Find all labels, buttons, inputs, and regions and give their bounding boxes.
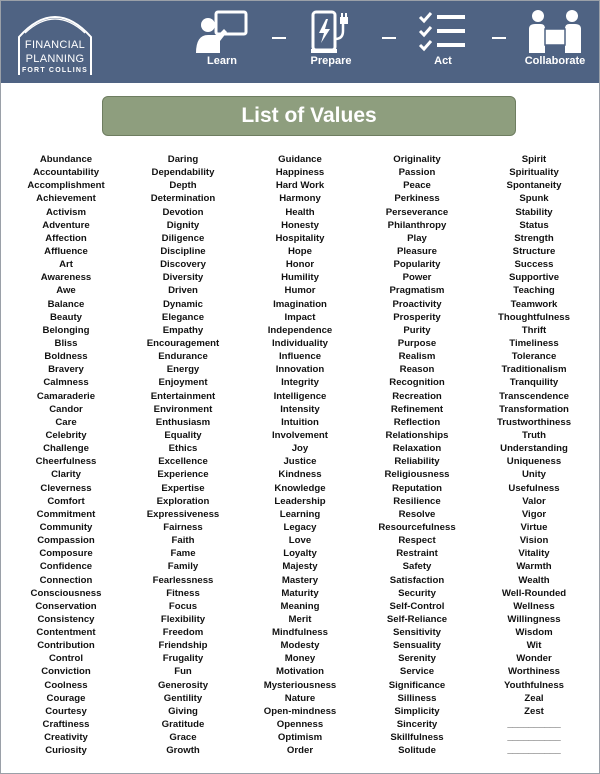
value-item: Fame bbox=[170, 548, 196, 560]
value-item: Elegance bbox=[161, 311, 205, 323]
value-item: Valor bbox=[522, 495, 546, 507]
value-item: Peace bbox=[403, 180, 431, 192]
step-label-learn: Learn bbox=[207, 55, 237, 67]
value-item: Expressiveness bbox=[146, 508, 220, 520]
value-item: Success bbox=[514, 259, 554, 271]
value-item: Order bbox=[286, 745, 314, 757]
value-item: __________ bbox=[507, 732, 561, 744]
value-item: Power bbox=[402, 272, 432, 284]
value-item: Exploration bbox=[156, 495, 210, 507]
value-item: Friendship bbox=[158, 640, 208, 652]
value-item: Commitment bbox=[36, 508, 96, 520]
value-item: Security bbox=[398, 587, 436, 599]
value-item: Virtue bbox=[520, 521, 548, 533]
value-item: Boldness bbox=[44, 351, 88, 363]
value-item: Frugality bbox=[162, 653, 204, 665]
value-item: Religiousness bbox=[384, 469, 450, 481]
value-item: Merit bbox=[288, 613, 312, 625]
step-learn bbox=[182, 9, 262, 67]
step-collaborate bbox=[515, 9, 595, 67]
value-item: Majesty bbox=[282, 561, 318, 573]
value-item: Unity bbox=[522, 469, 546, 481]
value-item: Health bbox=[285, 206, 315, 218]
value-item: Strength bbox=[514, 232, 554, 244]
value-item: Conviction bbox=[41, 666, 91, 678]
value-item: Loyalty bbox=[283, 548, 317, 560]
value-item: Leadership bbox=[274, 495, 326, 507]
value-item: Relationships bbox=[385, 429, 449, 441]
value-item: Perkiness bbox=[394, 193, 440, 205]
value-item: Love bbox=[288, 535, 312, 547]
value-item: Cleverness bbox=[40, 482, 92, 494]
value-item: Daring bbox=[167, 154, 199, 165]
value-item: Maturity bbox=[281, 587, 319, 599]
value-item: Optimism bbox=[277, 732, 323, 744]
value-item: Gentility bbox=[163, 692, 203, 704]
value-item: Involvement bbox=[272, 429, 328, 441]
value-item: Reason bbox=[399, 364, 435, 376]
value-item: Purity bbox=[403, 324, 431, 336]
value-item: Fun bbox=[174, 666, 192, 678]
checklist-icon bbox=[415, 9, 471, 55]
value-item: Satisfaction bbox=[389, 574, 445, 586]
value-item: Individuality bbox=[272, 337, 328, 349]
value-item: __________ bbox=[507, 745, 561, 757]
step-act bbox=[403, 9, 483, 67]
value-item: Contribution bbox=[37, 640, 95, 652]
step-separator bbox=[382, 37, 396, 39]
value-item: Impact bbox=[284, 311, 316, 323]
value-item: Resourcefulness bbox=[378, 521, 456, 533]
teamwork-icon bbox=[527, 9, 583, 55]
value-item: Vision bbox=[519, 535, 549, 547]
value-item: Equality bbox=[164, 429, 202, 441]
value-item: Confidence bbox=[39, 561, 93, 573]
value-item: Excellence bbox=[158, 456, 208, 468]
value-item: Supportive bbox=[508, 272, 560, 284]
value-item: Trustworthiness bbox=[496, 416, 572, 428]
value-item: Usefulness bbox=[508, 482, 560, 494]
value-item: Zest bbox=[524, 705, 544, 717]
value-item: Justice bbox=[283, 456, 317, 468]
value-item: Happiness bbox=[275, 167, 325, 179]
value-item: Enjoyment bbox=[158, 377, 208, 389]
value-item: Contentment bbox=[36, 627, 96, 639]
value-item: Enthusiasm bbox=[155, 416, 211, 428]
value-item: Relaxation bbox=[392, 443, 442, 455]
logo-line-2: PLANNING bbox=[25, 53, 85, 65]
value-item: Willingness bbox=[507, 613, 561, 625]
value-item: Imagination bbox=[273, 298, 327, 310]
value-item: Encouragement bbox=[146, 337, 220, 349]
values-column-1 bbox=[7, 153, 125, 757]
value-item: Diversity bbox=[162, 272, 204, 284]
value-item: Service bbox=[399, 666, 435, 678]
value-item: Coolness bbox=[44, 679, 88, 691]
value-item: Thoughtfulness bbox=[498, 311, 570, 323]
value-item: Understanding bbox=[500, 443, 568, 455]
value-item: Refinement bbox=[390, 403, 444, 415]
step-prepare bbox=[291, 9, 371, 67]
value-item: Craftiness bbox=[42, 719, 90, 731]
value-item: Grace bbox=[169, 732, 197, 744]
value-item: Intelligence bbox=[273, 390, 327, 402]
value-item: Joy bbox=[291, 443, 309, 455]
value-item: Entertainment bbox=[150, 390, 216, 402]
value-item: Abundance bbox=[39, 154, 93, 165]
value-item: Harmony bbox=[279, 193, 321, 205]
value-item: Serenity bbox=[398, 653, 436, 665]
value-item: Determination bbox=[150, 193, 216, 205]
value-item: Affluence bbox=[44, 245, 88, 257]
value-item: Thrift bbox=[521, 324, 547, 336]
value-item: Discovery bbox=[160, 259, 206, 271]
value-item: Calmness bbox=[43, 377, 89, 389]
value-item: Compassion bbox=[37, 535, 95, 547]
value-item: Guidance bbox=[278, 154, 322, 165]
value-item: Care bbox=[55, 416, 77, 428]
financial-planning-logo bbox=[15, 3, 95, 79]
value-item: Solitude bbox=[398, 745, 436, 757]
value-item: Tolerance bbox=[511, 351, 557, 363]
value-item: Curiosity bbox=[45, 745, 87, 757]
value-item: Wellness bbox=[513, 600, 555, 612]
value-item: Nature bbox=[284, 692, 316, 704]
value-item: Focus bbox=[168, 600, 198, 612]
value-item: Dynamic bbox=[163, 298, 203, 310]
value-item: Creativity bbox=[44, 732, 88, 744]
value-item: Beauty bbox=[50, 311, 82, 323]
value-item: Adventure bbox=[42, 219, 90, 231]
value-item: Youthfulness bbox=[503, 679, 565, 691]
value-item: Sincerity bbox=[396, 719, 438, 731]
value-item: Status bbox=[519, 219, 549, 231]
values-list bbox=[0, 153, 600, 763]
value-item: Spirit bbox=[521, 154, 547, 165]
value-item: Courtesy bbox=[45, 705, 87, 717]
value-item: Camaraderie bbox=[36, 390, 96, 402]
value-item: Mastery bbox=[281, 574, 319, 586]
value-item: Mindfulness bbox=[272, 627, 328, 639]
value-item: Reliability bbox=[394, 456, 440, 468]
value-item: Expertise bbox=[161, 482, 205, 494]
value-item: Hope bbox=[288, 245, 312, 257]
value-item: Diligence bbox=[161, 232, 205, 244]
page-title: List of Values bbox=[102, 96, 516, 136]
value-item: Resolve bbox=[398, 508, 436, 520]
value-item: Activism bbox=[46, 206, 86, 218]
value-item: Bravery bbox=[48, 364, 84, 376]
value-item: Vitality bbox=[518, 548, 550, 560]
value-item: Conservation bbox=[35, 600, 97, 612]
value-item: Popularity bbox=[393, 259, 441, 271]
value-item: Purpose bbox=[397, 337, 437, 349]
values-column-5 bbox=[475, 153, 593, 757]
value-item: Pleasure bbox=[396, 245, 437, 257]
value-item: Kindness bbox=[278, 469, 322, 481]
value-item: Discipline bbox=[160, 245, 206, 257]
value-item: Accountability bbox=[32, 167, 100, 179]
value-item: Dignity bbox=[166, 219, 200, 231]
step-label-collaborate: Collaborate bbox=[524, 55, 586, 67]
value-item: Humility bbox=[281, 272, 319, 284]
value-item: __________ bbox=[507, 719, 561, 731]
value-item: Intuition bbox=[281, 416, 319, 428]
logo-line-1: FINANCIAL bbox=[24, 39, 86, 51]
value-item: Skillfulness bbox=[390, 732, 444, 744]
header-banner bbox=[1, 1, 599, 83]
value-item: Traditionalism bbox=[501, 364, 567, 376]
value-item: Empathy bbox=[162, 324, 204, 336]
value-item: Fairness bbox=[163, 521, 203, 533]
value-item: Fearlessness bbox=[152, 574, 214, 586]
value-item: Sensuality bbox=[393, 640, 441, 652]
value-item: Challenge bbox=[43, 443, 89, 455]
value-item: Fitness bbox=[166, 587, 200, 599]
value-item: Recreation bbox=[392, 390, 442, 402]
value-item: Connection bbox=[39, 574, 93, 586]
value-item: Uniqueness bbox=[506, 456, 562, 468]
value-item: Teaching bbox=[513, 285, 555, 297]
value-item: Reflection bbox=[393, 416, 441, 428]
value-item: Environment bbox=[153, 403, 213, 415]
value-item: Giving bbox=[168, 705, 198, 717]
value-item: Hard Work bbox=[275, 180, 325, 192]
value-item: Generosity bbox=[157, 679, 209, 691]
value-item: Vigor bbox=[521, 508, 547, 520]
value-item: Open-mindness bbox=[263, 705, 337, 717]
value-item: Freedom bbox=[162, 627, 204, 639]
value-item: Motivation bbox=[276, 666, 324, 678]
value-item: Safety bbox=[402, 561, 432, 573]
value-item: Spirituality bbox=[509, 167, 559, 179]
value-item: Accomplishment bbox=[27, 180, 105, 192]
value-item: Art bbox=[59, 259, 73, 271]
value-item: Teamwork bbox=[510, 298, 558, 310]
value-item: Proactivity bbox=[392, 298, 442, 310]
value-item: Self-Reliance bbox=[386, 613, 448, 625]
value-item: Balance bbox=[47, 298, 85, 310]
value-item: Control bbox=[48, 653, 84, 665]
value-item: Restraint bbox=[396, 548, 438, 560]
value-item: Play bbox=[407, 232, 427, 244]
value-item: Warmth bbox=[516, 561, 552, 573]
values-column-3 bbox=[241, 153, 359, 757]
value-item: Innovation bbox=[275, 364, 325, 376]
value-item: Devotion bbox=[162, 206, 204, 218]
value-item: Pragmatism bbox=[389, 285, 445, 297]
value-item: Honor bbox=[285, 259, 315, 271]
value-item: Reputation bbox=[391, 482, 443, 494]
value-item: Spunk bbox=[519, 193, 549, 205]
value-item: Community bbox=[39, 521, 93, 533]
value-item: Prosperity bbox=[393, 311, 441, 323]
value-item: Spontaneity bbox=[506, 180, 562, 192]
value-item: Legacy bbox=[283, 521, 317, 533]
values-column-2 bbox=[124, 153, 242, 757]
value-item: Endurance bbox=[158, 351, 208, 363]
value-item: Learning bbox=[279, 508, 321, 520]
value-item: Stability bbox=[515, 206, 553, 218]
value-item: Awareness bbox=[40, 272, 92, 284]
value-item: Family bbox=[167, 561, 199, 573]
value-item: Money bbox=[284, 653, 316, 665]
value-item: Wisdom bbox=[515, 627, 553, 639]
value-item: Perseverance bbox=[385, 206, 449, 218]
value-item: Transformation bbox=[499, 403, 569, 415]
value-item: Belonging bbox=[42, 324, 90, 336]
value-item: Experience bbox=[157, 469, 209, 481]
value-item: Comfort bbox=[47, 495, 85, 507]
value-item: Dependability bbox=[151, 167, 215, 179]
value-item: Respect bbox=[398, 535, 436, 547]
value-item: Transcendence bbox=[499, 390, 569, 402]
value-item: Honesty bbox=[281, 219, 319, 231]
value-item: Energy bbox=[166, 364, 200, 376]
value-item: Wonder bbox=[516, 653, 552, 665]
value-item: Resilience bbox=[393, 495, 441, 507]
value-item: Meaning bbox=[280, 600, 320, 612]
value-item: Sensitivity bbox=[393, 627, 441, 639]
logo-line-3: FORT COLLINS bbox=[21, 67, 89, 74]
value-item: Originality bbox=[393, 154, 441, 165]
value-item: Hospitality bbox=[275, 232, 325, 244]
value-item: Influence bbox=[278, 351, 322, 363]
value-item: Silliness bbox=[397, 692, 437, 704]
value-item: Significance bbox=[388, 679, 446, 691]
value-item: Intensity bbox=[280, 403, 320, 415]
value-item: Cheerfulness bbox=[35, 456, 97, 468]
value-item: Celebrity bbox=[45, 429, 87, 441]
value-item: Knowledge bbox=[274, 482, 326, 494]
step-label-prepare: Prepare bbox=[310, 55, 352, 67]
value-item: Consciousness bbox=[30, 587, 102, 599]
value-item: Philanthropy bbox=[387, 219, 447, 231]
value-item: Worthiness bbox=[507, 666, 561, 678]
value-item: Humor bbox=[284, 285, 316, 297]
value-item: Passion bbox=[398, 167, 436, 179]
value-item: Openness bbox=[276, 719, 324, 731]
value-item: Candor bbox=[49, 403, 83, 415]
value-item: Driven bbox=[168, 285, 198, 297]
value-item: Modesty bbox=[280, 640, 320, 652]
step-label-act: Act bbox=[434, 55, 452, 67]
value-item: Realism bbox=[398, 351, 436, 363]
value-item: Depth bbox=[169, 180, 197, 192]
value-item: Mysteriousness bbox=[263, 679, 337, 691]
value-item: Wealth bbox=[518, 574, 550, 586]
value-item: Independence bbox=[267, 324, 333, 336]
value-item: Courage bbox=[46, 692, 86, 704]
step-separator bbox=[272, 37, 286, 39]
value-item: Wit bbox=[526, 640, 542, 652]
value-item: Integrity bbox=[281, 377, 319, 389]
value-item: Recognition bbox=[389, 377, 445, 389]
value-item: Consistency bbox=[37, 613, 95, 625]
value-item: Well-Rounded bbox=[501, 587, 567, 599]
value-item: Truth bbox=[522, 429, 546, 441]
value-item: Structure bbox=[512, 245, 556, 257]
value-item: Gratitude bbox=[161, 719, 205, 731]
step-separator bbox=[492, 37, 506, 39]
value-item: Growth bbox=[166, 745, 200, 757]
value-item: Ethics bbox=[168, 443, 198, 455]
value-item: Awe bbox=[56, 285, 76, 297]
presentation-icon bbox=[194, 9, 250, 55]
value-item: Timeliness bbox=[509, 337, 559, 349]
value-item: Self-Control bbox=[389, 600, 445, 612]
value-item: Flexibility bbox=[160, 613, 206, 625]
fuel-pump-icon bbox=[303, 9, 359, 55]
values-column-4 bbox=[358, 153, 476, 757]
value-item: Simplicity bbox=[394, 705, 440, 717]
value-item: Clarity bbox=[51, 469, 81, 481]
value-item: Composure bbox=[39, 548, 93, 560]
value-item: Zeal bbox=[524, 692, 544, 704]
value-item: Faith bbox=[171, 535, 195, 547]
value-item: Tranquility bbox=[509, 377, 559, 389]
value-item: Bliss bbox=[54, 337, 78, 349]
value-item: Affection bbox=[45, 232, 87, 244]
value-item: Achievement bbox=[36, 193, 96, 205]
